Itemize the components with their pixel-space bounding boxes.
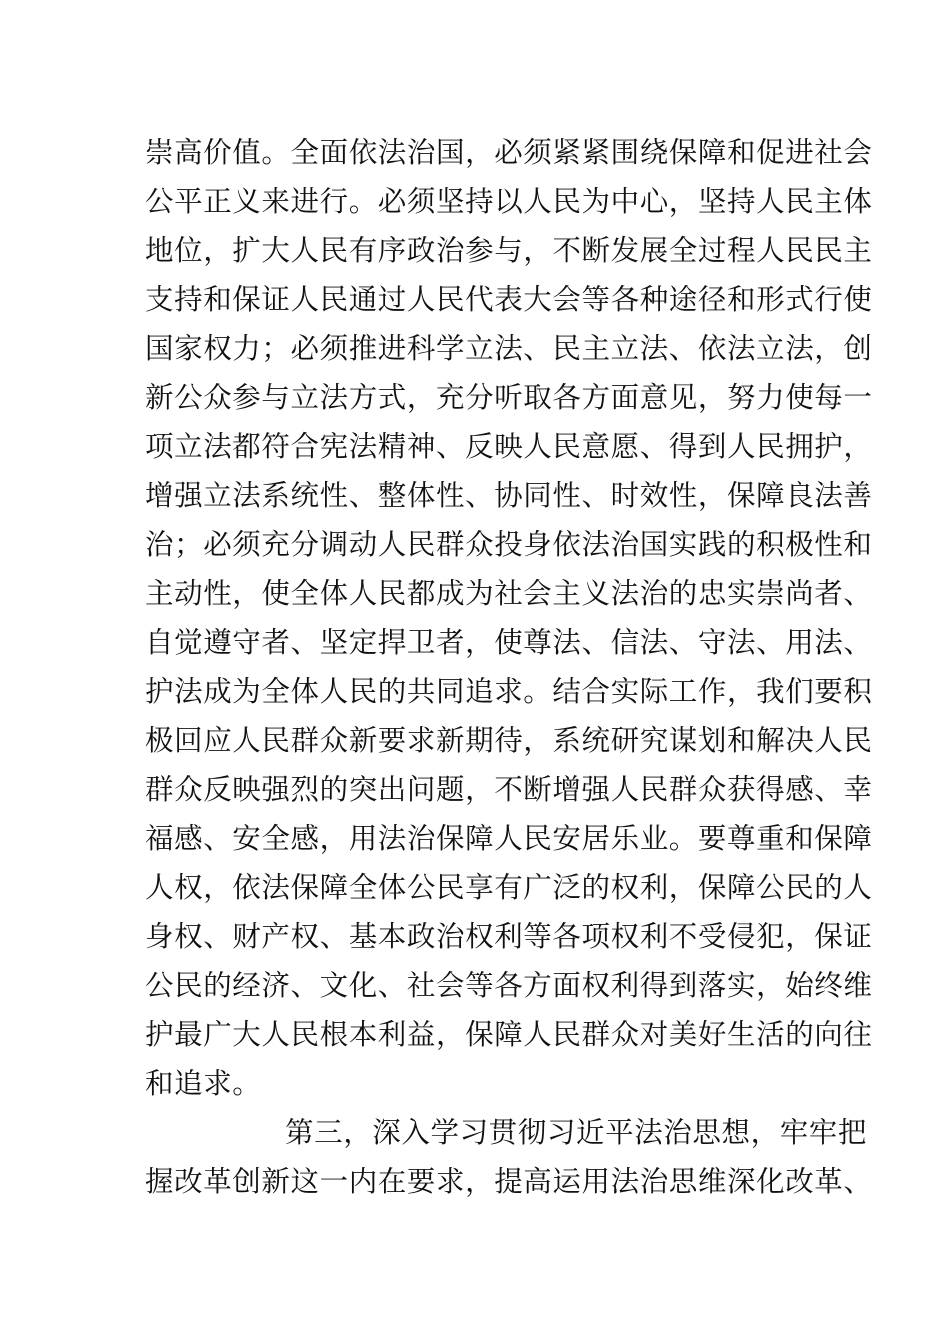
- text-line: 群众反映强烈的突出问题，不断增强人民群众获得感、幸: [145, 773, 873, 806]
- text-line: 福感、安全感，用法治保障人民安居乐业。要尊重和保障: [145, 822, 873, 855]
- text-line: 公平正义来进行。必须坚持以人民为中心，坚持人民主体: [145, 185, 873, 218]
- text-line: 国家权力；必须推进科学立法、民主立法、依法立法，创: [145, 332, 873, 365]
- text-line: 公民的经济、文化、社会等各方面权利得到落实，始终维: [145, 969, 873, 1002]
- text-line: 人权，依法保障全体公民享有广泛的权利，保障公民的人: [145, 871, 873, 904]
- text-line: 护法成为全体人民的共同追求。结合实际工作，我们要积: [145, 675, 873, 708]
- text-line: 身权、财产权、基本政治权利等各项权利不受侵犯，保证: [145, 920, 873, 953]
- text-line: 增强立法系统性、整体性、协同性、时效性，保障良法善: [145, 479, 873, 512]
- text-line: 地位，扩大人民有序政治参与，不断发展全过程人民民主: [145, 234, 873, 267]
- text-line: 自觉遵守者、坚定捍卫者，使尊法、信法、守法、用法、: [145, 626, 873, 659]
- text-line: 项立法都符合宪法精神、反映人民意愿、得到人民拥护，: [145, 430, 873, 463]
- section-heading-line: 第三，深入学习贯彻习近平法治思想，牢牢把: [285, 1116, 868, 1149]
- text-line: 新公众参与立法方式，充分听取各方面意见，努力使每一: [145, 381, 873, 414]
- body-text: [145, 128, 873, 1206]
- text-line: 崇高价值。全面依法治国，必须紧紧围绕保障和促进社会: [145, 136, 873, 169]
- text-line: 护最广大人民根本利益，保障人民群众对美好生活的向往: [145, 1018, 873, 1051]
- text-line: 和追求。: [145, 1067, 262, 1100]
- text-line: 治；必须充分调动人民群众投身依法治国实践的积极性和: [145, 528, 873, 561]
- text-line: 极回应人民群众新要求新期待，系统研究谋划和解决人民: [145, 724, 873, 757]
- text-line: 支持和保证人民通过人民代表大会等各种途径和形式行使: [145, 283, 873, 316]
- text-line: 主动性，使全体人民都成为社会主义法治的忠实崇尚者、: [145, 577, 873, 610]
- text-line: 握改革创新这一内在要求，提高运用法治思维深化改革、: [145, 1165, 873, 1198]
